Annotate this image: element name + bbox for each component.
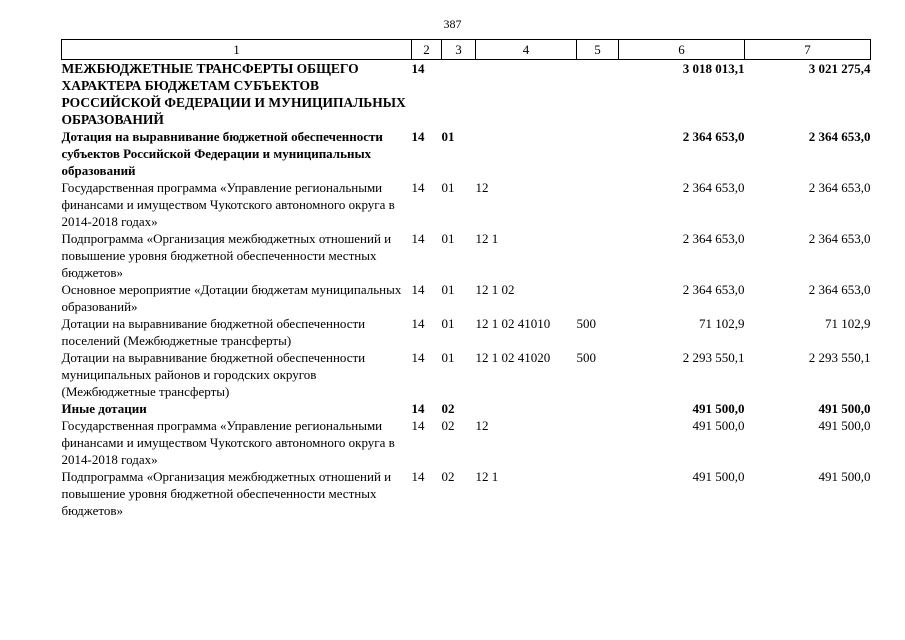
row-amount-2: 2 293 550,1 bbox=[808, 350, 871, 365]
row-amount-1: 2 293 550,1 bbox=[682, 350, 745, 365]
row-amount-2: 3 021 275,4 bbox=[808, 61, 871, 76]
row-amount-1: 2 364 653,0 bbox=[682, 129, 745, 144]
row-name: Иные дотации bbox=[61, 401, 147, 416]
row-expense-type bbox=[577, 468, 619, 519]
row-subsection-code: 01 bbox=[441, 180, 455, 195]
row-expense-type bbox=[577, 128, 619, 179]
row-subsection-code: 01 bbox=[441, 282, 455, 297]
header-col-5: 5 bbox=[577, 40, 619, 60]
table-row bbox=[62, 281, 871, 315]
header-col-6: 6 bbox=[619, 40, 745, 60]
table-row bbox=[62, 400, 871, 417]
header-col-7: 7 bbox=[745, 40, 871, 60]
row-section-code: 14 bbox=[411, 469, 425, 484]
row-name: Дотация на выравнивание бюджетной обеспеченности субъектов Российской Федерации и муниципальных образований bbox=[61, 129, 383, 178]
row-subsection-code: 01 bbox=[441, 316, 455, 331]
row-amount-2: 491 500,0 bbox=[818, 418, 871, 433]
page-number: 387 bbox=[443, 17, 462, 31]
row-amount-1: 3 018 013,1 bbox=[682, 61, 745, 76]
row-amount-2: 491 500,0 bbox=[818, 401, 871, 416]
row-amount-2: 491 500,0 bbox=[818, 469, 871, 484]
row-expense-type: 500 bbox=[576, 316, 596, 331]
row-subsection-code: 02 bbox=[441, 401, 455, 416]
row-target-article: 12 1 02 bbox=[475, 282, 515, 297]
row-section-code: 14 bbox=[411, 418, 425, 433]
row-name: Подпрограмма «Организация межбюджетных отношений и повышение уровня бюджетной обеспеченности местных бюджетов» bbox=[61, 469, 392, 518]
row-section-code: 14 bbox=[411, 350, 425, 365]
row-subsection-code: 01 bbox=[441, 350, 455, 365]
row-subsection-code: 01 bbox=[441, 231, 455, 246]
row-section-code: 14 bbox=[411, 180, 425, 195]
row-subsection-code: 02 bbox=[441, 418, 455, 433]
table-row bbox=[62, 468, 871, 519]
row-section-code: 14 bbox=[411, 231, 425, 246]
table-row bbox=[62, 349, 871, 400]
row-amount-2: 2 364 653,0 bbox=[808, 180, 871, 195]
row-target-article: 12 bbox=[475, 418, 489, 433]
table-body bbox=[62, 60, 871, 520]
row-name: Подпрограмма «Организация межбюджетных отношений и повышение уровня бюджетной обеспеченности местных бюджетов» bbox=[61, 231, 392, 280]
row-target-article bbox=[476, 128, 577, 179]
row-target-article: 12 1 02 41020 bbox=[475, 350, 551, 365]
row-section-code: 14 bbox=[411, 401, 425, 416]
row-expense-type bbox=[577, 60, 619, 129]
table-row bbox=[62, 128, 871, 179]
row-amount-2: 2 364 653,0 bbox=[808, 231, 871, 246]
row-subsection-code bbox=[442, 60, 476, 129]
table-row bbox=[62, 230, 871, 281]
header-col-2: 2 bbox=[412, 40, 442, 60]
row-target-article: 12 1 bbox=[475, 231, 499, 246]
table-row bbox=[62, 60, 871, 129]
table-row bbox=[62, 417, 871, 468]
row-name: МЕЖБЮДЖЕТНЫЕ ТРАНСФЕРТЫ ОБЩЕГО ХАРАКТЕРА БЮДЖЕТАМ СУБЪЕКТОВ РОССИЙСКОЙ ФЕДЕРАЦИИ И МУНИЦИПАЛЬНЫХ ОБРАЗОВАНИЙ bbox=[61, 61, 406, 127]
row-name: Дотации на выравнивание бюджетной обеспеченности поселений (Межбюджетные трансферты) bbox=[61, 316, 366, 348]
row-section-code: 14 bbox=[411, 316, 425, 331]
row-expense-type bbox=[577, 417, 619, 468]
row-name: Государственная программа «Управление региональными финансами и имуществом Чукотского автономного округа в 2014-2018 годах» bbox=[61, 180, 395, 229]
table-row bbox=[62, 315, 871, 349]
row-section-code: 14 bbox=[411, 129, 425, 144]
row-amount-1: 491 500,0 bbox=[692, 469, 745, 484]
row-subsection-code: 02 bbox=[441, 469, 455, 484]
row-name: Государственная программа «Управление региональными финансами и имуществом Чукотского автономного округа в 2014-2018 годах» bbox=[61, 418, 395, 467]
header-col-1: 1 bbox=[62, 40, 412, 60]
row-amount-1: 2 364 653,0 bbox=[682, 180, 745, 195]
row-section-code: 14 bbox=[411, 282, 425, 297]
row-amount-1: 491 500,0 bbox=[692, 401, 745, 416]
row-expense-type: 500 bbox=[576, 350, 596, 365]
row-amount-1: 71 102,9 bbox=[699, 316, 745, 331]
row-expense-type bbox=[577, 400, 619, 417]
row-expense-type bbox=[577, 281, 619, 315]
row-section-code: 14 bbox=[411, 61, 425, 76]
row-target-article bbox=[476, 60, 577, 129]
row-target-article: 12 bbox=[475, 180, 489, 195]
row-name: Основное мероприятие «Дотации бюджетам муниципальных образований» bbox=[61, 282, 402, 314]
row-expense-type bbox=[577, 230, 619, 281]
row-amount-2: 2 364 653,0 bbox=[808, 282, 871, 297]
budget-table bbox=[61, 39, 871, 519]
row-target-article: 12 1 02 41010 bbox=[475, 316, 551, 331]
row-amount-1: 2 364 653,0 bbox=[682, 282, 745, 297]
table-header-row bbox=[62, 40, 871, 60]
table-row bbox=[62, 179, 871, 230]
row-amount-2: 2 364 653,0 bbox=[808, 129, 871, 144]
header-col-3: 3 bbox=[442, 40, 476, 60]
row-name: Дотации на выравнивание бюджетной обеспеченности муниципальных районов и городских округов (Межбюджетные трансферты) bbox=[61, 350, 366, 399]
row-target-article: 12 1 bbox=[475, 469, 499, 484]
row-expense-type bbox=[577, 179, 619, 230]
row-amount-1: 491 500,0 bbox=[692, 418, 745, 433]
row-amount-2: 71 102,9 bbox=[825, 316, 871, 331]
row-subsection-code: 01 bbox=[441, 129, 455, 144]
row-amount-1: 2 364 653,0 bbox=[682, 231, 745, 246]
header-col-4: 4 bbox=[476, 40, 577, 60]
row-target-article bbox=[476, 400, 577, 417]
